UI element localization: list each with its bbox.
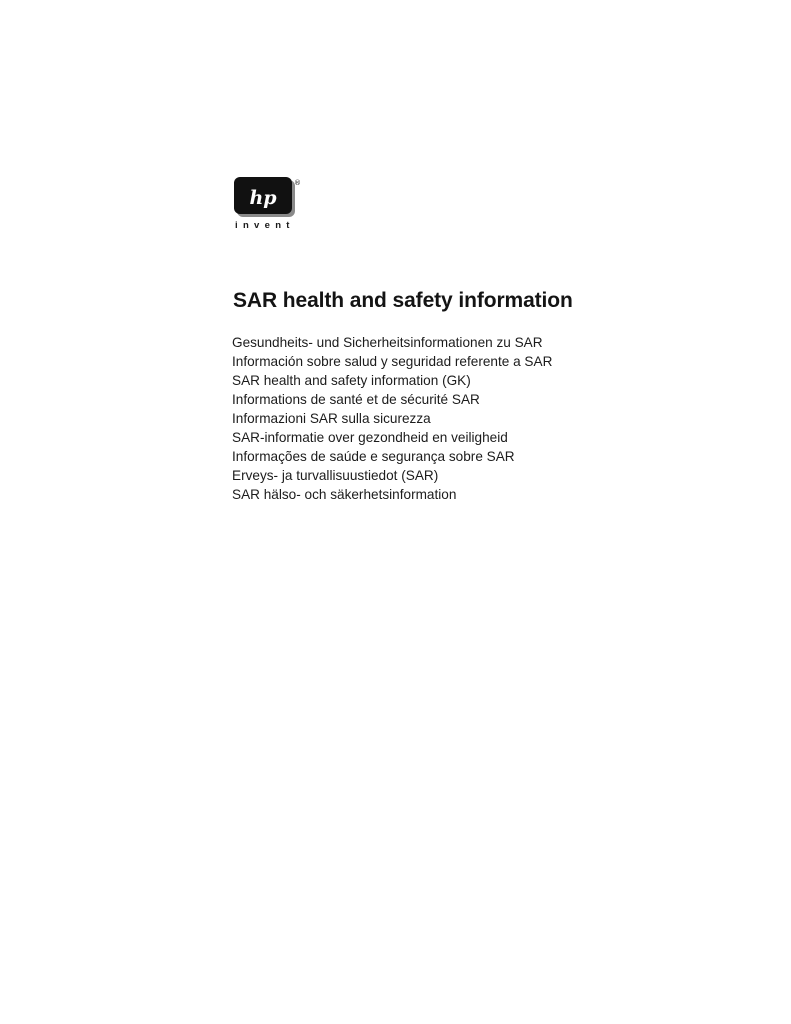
hp-invent-logo — [233, 176, 303, 232]
translation-portuguese: Informações de saúde e segurança sobre SAR — [232, 449, 515, 464]
translation-finnish: Erveys- ja turvallisuustiedot (SAR) — [232, 468, 439, 483]
translation-swedish: SAR hälso- och säkerhetsinformation — [232, 487, 457, 502]
translation-italian: Informazioni SAR sulla sicurezza — [232, 411, 431, 426]
page-title: SAR health and safety information — [233, 289, 573, 312]
registered-mark: ® — [294, 179, 301, 187]
hp-logo-icon — [233, 176, 303, 220]
translation-german: Gesundheits- und Sicherheitsinformationen zu SAR — [232, 335, 543, 350]
translation-french: Informations de santé et de sécurité SAR — [232, 392, 480, 407]
translation-dutch: SAR-informatie over gezondheid en veiligheid — [232, 430, 508, 445]
translation-greek: SAR health and safety information (GK) — [232, 373, 471, 388]
translation-spanish: Información sobre salud y seguridad referente a SAR — [232, 354, 553, 369]
logo-tagline: invent — [235, 220, 295, 231]
translated-titles-list — [232, 333, 552, 504]
logo-mark-text: hp — [249, 187, 277, 209]
